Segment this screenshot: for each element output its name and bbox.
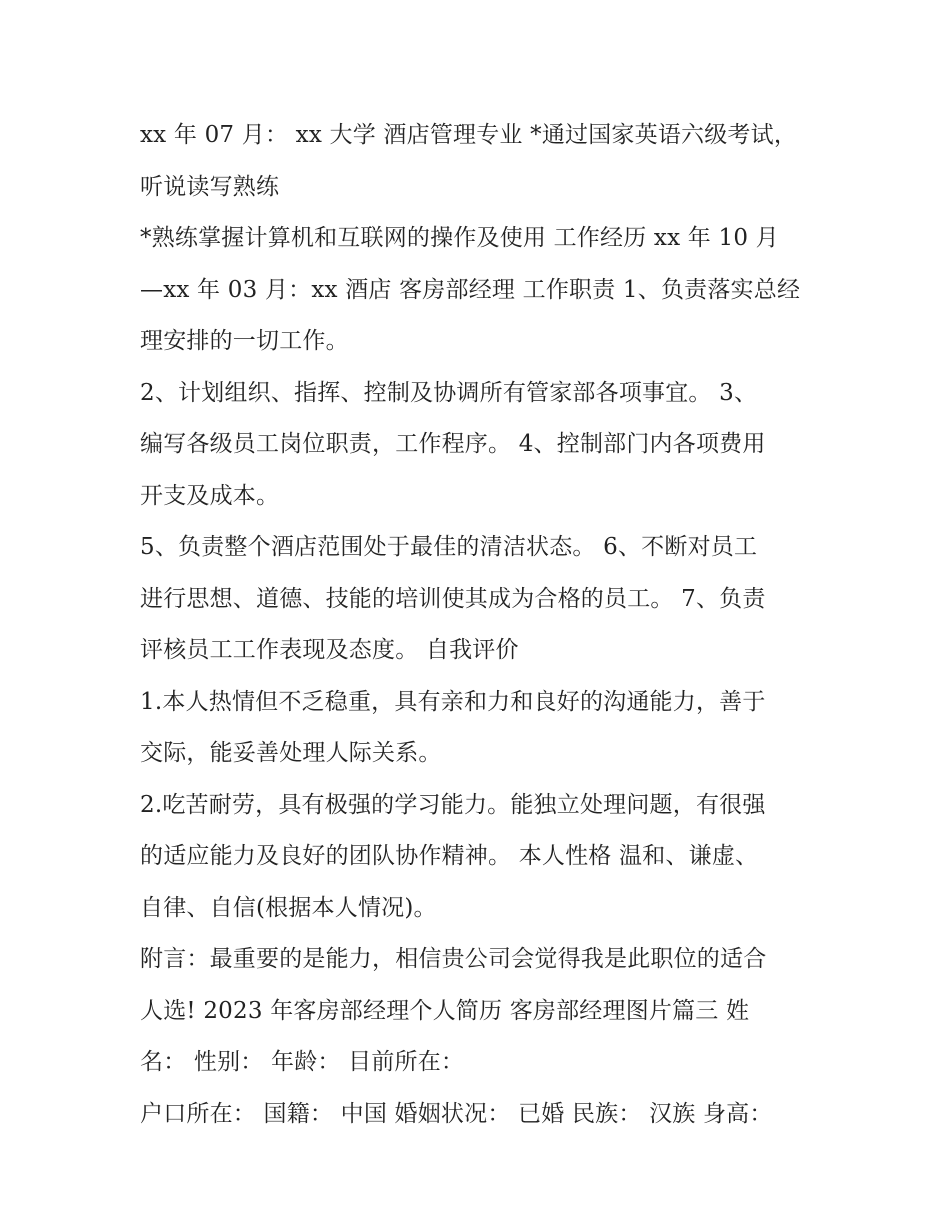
text-line: 编写各级员工岗位职责，工作程序。 4、控制部门内各项费用 — [140, 431, 766, 457]
text-line: 人选! 2023 年客房部经理个人简历 客房部经理图片篇三 姓 — [140, 997, 750, 1024]
text-line: 的适应能力及良好的团队协作精神。 本人性格 温和、谦虚、 — [140, 843, 759, 869]
text-line: 交际，能妥善处理人际关系。 — [140, 740, 442, 766]
text-line: 进行思想、道德、技能的培训使其成为合格的员工。 7、负责 — [140, 585, 766, 612]
text-line: 听说读写熟练 — [140, 173, 280, 200]
document-body — [140, 110, 820, 1140]
text-line: 名： 性别： 年龄： 目前所在： — [140, 1049, 465, 1075]
text-line: —xx 年 03 月：xx 酒店 客房部经理 工作职责 1、负责落实总经 — [140, 276, 801, 303]
text-line: 评核员工工作表现及态度。 自我评价 — [140, 637, 519, 663]
text-line: 5、负责整个酒店范围处于最佳的清洁状态。 6、不断对员工 — [140, 534, 758, 560]
text-line: 附言：最重要的是能力，相信贵公司会觉得我是此职位的适合 — [140, 946, 767, 972]
text-line: 理安排的一切工作。 — [140, 328, 349, 354]
text-line: 2.吃苦耐劳，具有极强的学习能力。能独立处理问题，有很强 — [140, 791, 766, 818]
text-line: 户口所在： 国籍： 中国 婚姻状况： 已婚 民族： 汉族 身高： — [140, 1100, 773, 1127]
text-line: 开支及成本。 — [140, 482, 280, 509]
text-line: 自律、自信(根据本人情况)。 — [140, 894, 437, 921]
text-line: xx 年 07 月： xx 大学 酒店管理专业 *通过国家英语六级考试， — [140, 122, 798, 148]
text-line: 2、计划组织、指挥、控制及协调所有管家部各项事宜。 3、 — [140, 379, 758, 406]
text-line: *熟练掌握计算机和互联网的操作及使用 工作经历 xx 年 10 月 — [140, 225, 779, 251]
text-line: 1.本人热情但不乏稳重，具有亲和力和良好的沟通能力，善于 — [140, 688, 766, 715]
